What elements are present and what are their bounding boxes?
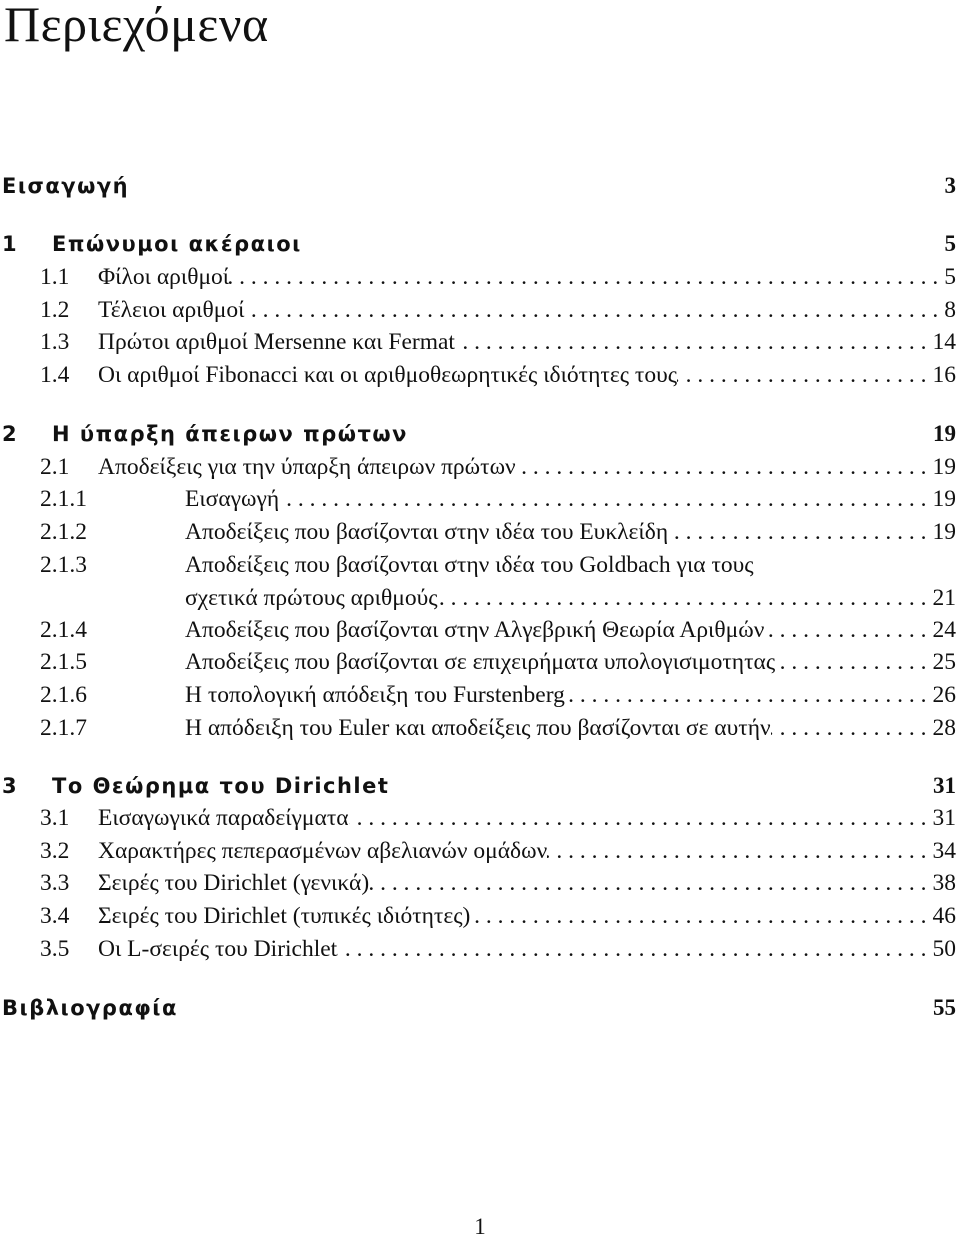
subsection-title: Αποδείξεις που βασίζονται σε επιχειρήματα υπολογισιμοτητας: [185, 649, 776, 675]
toc-subsection-2-1-5[interactable]: [40, 646, 956, 678]
dot-leader: [565, 679, 933, 711]
section-page: 50: [932, 936, 956, 962]
toc-chapter-3[interactable]: [2, 770, 956, 802]
subsection-title: Αποδείξεις που βασίζονται στην Αλγεβρική Θεωρία Αριθμών: [185, 617, 765, 643]
section-title: Σειρές του Dirichlet (τυπικές ιδιότητες): [98, 903, 471, 929]
subsection-page: 25: [932, 649, 956, 675]
section-page: 16: [932, 362, 956, 388]
section-number: 3.3: [40, 870, 70, 896]
subsection-title: Αποδείξεις που βασίζονται στην ιδέα του Ευκλείδη: [185, 519, 669, 545]
dot-leader: [547, 835, 932, 867]
page-title: Περιεχόμενα: [4, 0, 269, 52]
subsection-title: Εισαγωγή: [185, 486, 280, 512]
toc-section-3-4[interactable]: [40, 900, 956, 932]
chapter-page: 31: [933, 773, 956, 798]
toc-section-3-5[interactable]: [40, 933, 956, 965]
subsection-number: 2.1.4: [40, 617, 87, 643]
toc-subsection-2-1-6[interactable]: [40, 679, 956, 711]
chapter-title: Επώνυμοι ακέραιοι: [52, 232, 302, 256]
toc-subsection-2-1-3[interactable]: [40, 549, 956, 581]
toc-section-3-3[interactable]: [40, 867, 956, 899]
dot-leader: [369, 867, 932, 899]
chapter-page: 19: [933, 421, 956, 446]
chapter-number: 3: [2, 774, 19, 798]
toc-section-1-2[interactable]: [40, 294, 956, 326]
dot-leader: [438, 582, 933, 614]
subsection-title: Αποδείξεις που βασίζονται στην ιδέα του Goldbach για τους: [185, 552, 754, 578]
subsection-page: 19: [932, 519, 956, 545]
subsection-page: 21: [932, 585, 956, 611]
toc-chapter-1[interactable]: [2, 228, 956, 260]
toc-section-3-1[interactable]: [40, 802, 956, 834]
dot-leader: [668, 516, 932, 548]
subsection-page: 28: [932, 715, 956, 741]
subsection-number: 2.1.1: [40, 486, 87, 512]
section-number: 1.2: [40, 297, 70, 323]
section-number: 1.3: [40, 329, 70, 355]
dot-leader: [677, 359, 932, 391]
section-page: 5: [944, 264, 956, 290]
section-number: 3.1: [40, 805, 70, 831]
section-title: Χαρακτήρες πεπερασμένων αβελιανών ομάδων: [98, 838, 548, 864]
toc-subsection-2-1-3-continued[interactable]: [185, 582, 956, 614]
toc-subsection-2-1-7[interactable]: [40, 712, 956, 744]
entry-title: Βιβλιογραφία: [2, 996, 178, 1020]
section-title: Πρώτοι αριθμοί Mersenne και Fermat: [98, 329, 455, 355]
section-page: 19: [932, 454, 956, 480]
section-page: 31: [932, 805, 956, 831]
toc-subsection-2-1-1[interactable]: [40, 483, 956, 515]
section-number: 3.5: [40, 936, 70, 962]
dot-leader: [349, 802, 933, 834]
toc-entry-introduction[interactable]: [2, 170, 956, 202]
toc-subsection-2-1-4[interactable]: [40, 614, 956, 646]
subsection-number: 2.1.2: [40, 519, 87, 545]
subsection-page: 19: [932, 486, 956, 512]
section-title: Οι L-σειρές του Dirichlet: [98, 936, 338, 962]
section-page: 46: [932, 903, 956, 929]
toc-section-1-1[interactable]: [40, 261, 956, 293]
section-number: 3.2: [40, 838, 70, 864]
chapter-page: 5: [944, 231, 956, 256]
section-number: 1.4: [40, 362, 70, 388]
section-page: 8: [944, 297, 956, 323]
dot-leader: [771, 712, 933, 744]
toc-section-2-1[interactable]: [40, 451, 956, 483]
section-title: Αποδείξεις για την ύπαρξη άπειρων πρώτων: [98, 454, 516, 480]
entry-page: 55: [933, 995, 956, 1020]
chapter-title: Το Θεώρημα του Dirichlet: [52, 774, 390, 798]
dot-leader: [337, 933, 932, 965]
subsection-number: 2.1.7: [40, 715, 87, 741]
toc-entry-bibliography[interactable]: [2, 992, 956, 1024]
subsection-page: 24: [932, 617, 956, 643]
section-title: Εισαγωγικά παραδείγματα: [98, 805, 349, 831]
toc-section-3-2[interactable]: [40, 835, 956, 867]
dot-leader: [775, 646, 932, 678]
subsection-number: 2.1.5: [40, 649, 87, 675]
toc-subsection-2-1-2[interactable]: [40, 516, 956, 548]
entry-title: Εισαγωγή: [2, 174, 130, 198]
section-page: 14: [932, 329, 956, 355]
section-page: 34: [932, 838, 956, 864]
section-number: 3.4: [40, 903, 70, 929]
subsection-number: 2.1.3: [40, 552, 87, 578]
dot-leader: [455, 326, 933, 358]
section-title: Οι αριθμοί Fibonacci και οι αριθμοθεωρητικές ιδιότητες τους: [98, 362, 678, 388]
dot-leader: [279, 483, 932, 515]
section-page: 38: [932, 870, 956, 896]
toc-section-1-4[interactable]: [40, 359, 956, 391]
section-number: 2.1: [40, 454, 70, 480]
dot-leader: [516, 451, 933, 483]
subsection-title-continued: σχετικά πρώτους αριθμούς: [185, 585, 438, 611]
chapter-number: 2: [2, 422, 19, 446]
chapter-number: 1: [2, 232, 19, 256]
toc-chapter-2[interactable]: [2, 418, 956, 450]
section-title: Φίλοι αριθμοί: [98, 264, 230, 290]
dot-leader: [244, 294, 944, 326]
entry-page: 3: [944, 173, 956, 198]
toc-section-1-3[interactable]: [40, 326, 956, 358]
dot-leader: [764, 614, 932, 646]
section-title: Σειρές του Dirichlet (γενικά): [98, 870, 370, 896]
page-number: 1: [474, 1214, 486, 1239]
subsection-title: Η απόδειξη του Euler και αποδείξεις που βασίζονται σε αυτήν: [185, 715, 771, 741]
section-title: Τέλειοι αριθμοί: [98, 297, 245, 323]
subsection-page: 26: [932, 682, 956, 708]
subsection-title: Η τοπολογική απόδειξη του Furstenberg: [185, 682, 565, 708]
dot-leader: [229, 261, 944, 293]
subsection-number: 2.1.6: [40, 682, 87, 708]
dot-leader: [470, 900, 932, 932]
chapter-title: Η ύπαρξη άπειρων πρώτων: [52, 422, 408, 446]
section-number: 1.1: [40, 264, 70, 290]
